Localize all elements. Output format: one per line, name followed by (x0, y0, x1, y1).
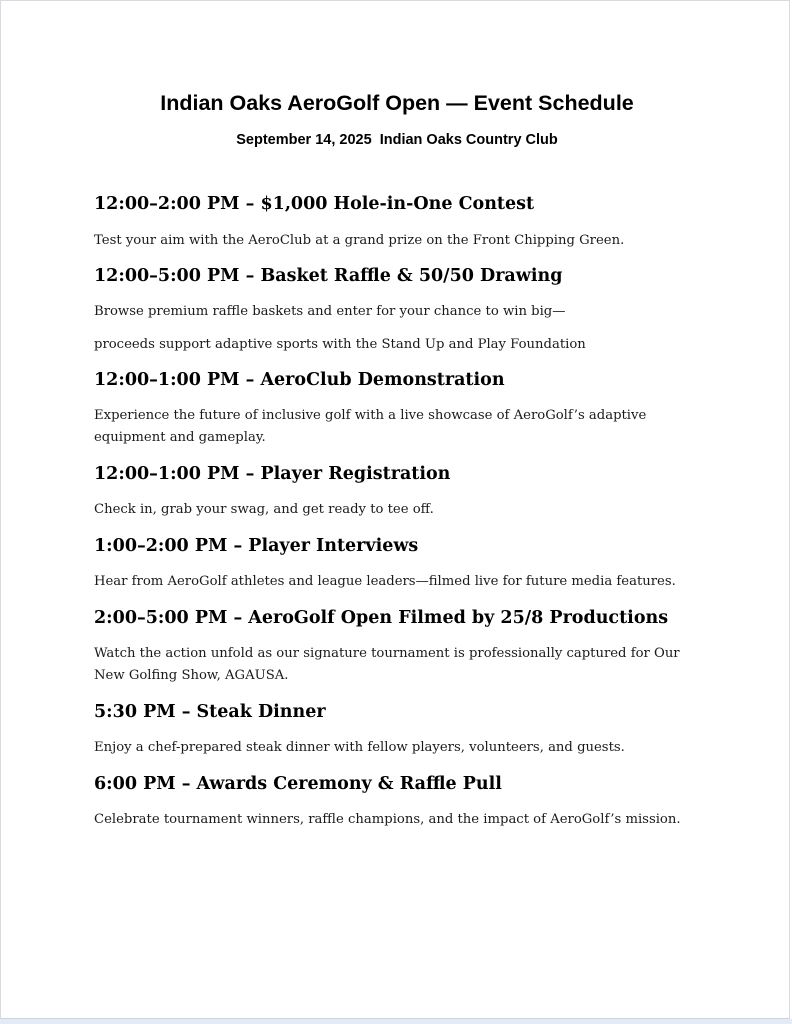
event-heading: 12:00–1:00 PM – AeroClub Demonstration (94, 370, 505, 390)
page-bottom-edge (0, 1019, 792, 1024)
event-description: Celebrate tournament winners, raffle champions, and the impact of AeroGolf’s mission. (94, 812, 681, 827)
page-title: Indian Oaks AeroGolf Open — Event Schedule (160, 91, 634, 115)
event-heading: 12:00–2:00 PM – $1,000 Hole-in-One Contest (94, 194, 535, 214)
event-heading: 12:00–5:00 PM – Basket Raffle & 50/50 Drawing (94, 266, 563, 286)
event-heading: 12:00–1:00 PM – Player Registration (94, 464, 451, 484)
event-description: Hear from AeroGolf athletes and league leaders—filmed live for future media features. (94, 574, 676, 589)
event-heading: 1:00–2:00 PM – Player Interviews (94, 536, 419, 556)
event-description: Browse premium raffle baskets and enter for your chance to win big— (94, 304, 566, 319)
event-description: Experience the future of inclusive golf with a live showcase of AeroGolf’s adaptive equipment and gameplay. (94, 408, 647, 445)
event-heading: 5:30 PM – Steak Dinner (94, 702, 326, 722)
page-subtitle: September 14, 2025 Indian Oaks Country Club (236, 132, 558, 148)
event-description: Check in, grab your swag, and get ready to tee off. (94, 502, 434, 517)
event-heading: 2:00–5:00 PM – AeroGolf Open Filmed by 25/8 Productions (94, 608, 669, 628)
event-heading: 6:00 PM – Awards Ceremony & Raffle Pull (94, 774, 502, 794)
event-description: proceeds support adaptive sports with the Stand Up and Play Foundation (94, 337, 586, 352)
event-description: Watch the action unfold as our signature tournament is professionally captured for Our New Golfing Show, AGAUSA. (94, 646, 680, 683)
event-description: Enjoy a chef-prepared steak dinner with fellow players, volunteers, and guests. (94, 740, 625, 755)
event-description: Test your aim with the AeroClub at a grand prize on the Front Chipping Green. (94, 233, 625, 248)
